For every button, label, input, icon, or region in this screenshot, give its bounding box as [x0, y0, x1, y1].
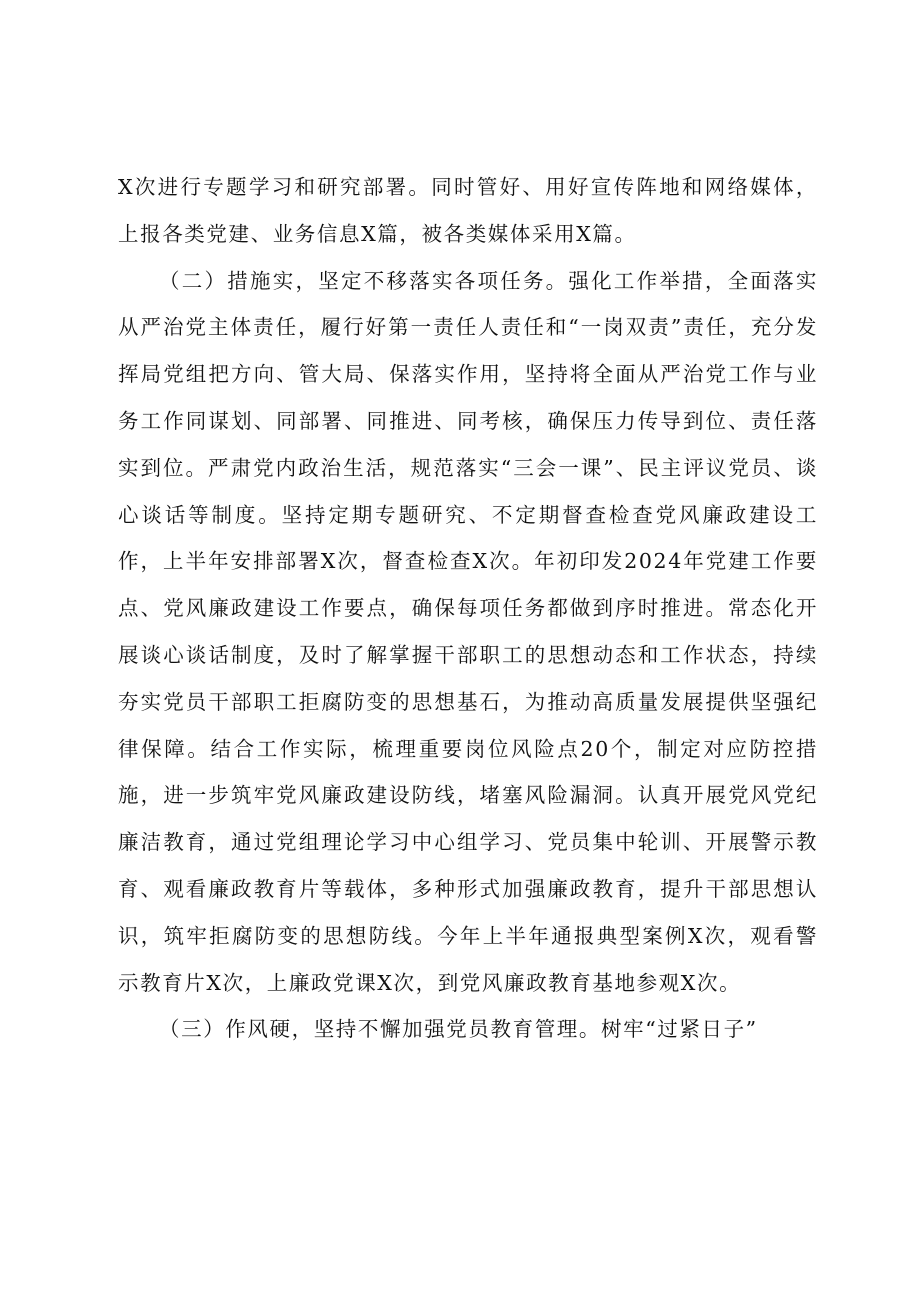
document-body [118, 164, 818, 1053]
paragraph-section-two: （二）措施实，坚定不移落实各项任务。强化工作举措，全面落实从严治党主体责任，履行好第一责任人责任和“一岗双责”责任，充分发挥局党组把方向、管大局、保落实作用，坚持将全面从严治党工作与业务工作同谋划、同部署、同推进、同考核，确保压力传导到位、责任落实到位。严肃党内政治生活，规范落实“三会一课”、民主评议党员、谈心谈话等制度。坚持定期专题研究、不定期督查检查党风廉政建设工作，上半年安排部署X次，督查检查X次。年初印发2024年党建工作要点、党风廉政建设工作要点，确保每项任务都做到序时推进。常态化开展谈心谈话制度，及时了解掌握干部职工的思想动态和工作状态，持续夯实党员干部职工拒腐防变的思想基石，为推动高质量发展提供坚强纪律保障。结合工作实际，梳理重要岗位风险点20个，制定对应防控措施，进一步筑牢党风廉政建设防线，堵塞风险漏洞。认真开展党风党纪廉洁教育，通过党组理论学习中心组学习、党员集中轮训、开展警示教育、观看廉政教育片等载体，多种形式加强廉政教育，提升干部思想认识，筑牢拒腐防变的思想防线。今年上半年通报典型案例X次，观看警示教育片X次，上廉政党课X次，到党风廉政教育基地参观X次。 [118, 268, 818, 995]
paragraph-section-three: （三）作风硬，坚持不懈加强党员教育管理。树牢“过紧日子” [159, 1017, 758, 1042]
paragraph-continuation: X次进行专题学习和研究部署。同时管好、用好宣传阵地和网络媒体，上报各类党建、业务信息X篇，被各类媒体采用X篇。 [118, 175, 818, 246]
